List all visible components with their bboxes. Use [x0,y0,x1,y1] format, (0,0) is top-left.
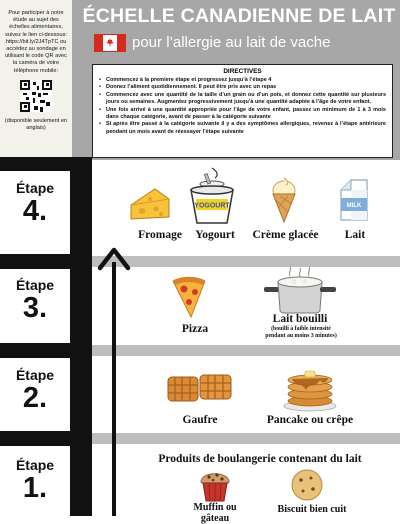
food-label-muffin-cont: gâteau [200,513,230,524]
food-label-yogourt: Yogourt [195,229,235,241]
milk-carton-icon [335,176,373,224]
directive-item: • Une fois arrivé à une quantité appropriée pour l’âge de votre enfant, passez un minimum de 1 à 3 mois dans chaque catégorie, avant de passer à la catégorie suivante [99,107,386,122]
stage-label: Étape [15,457,55,473]
stage-number: 2. [22,382,48,414]
ladder-rung [0,157,92,171]
waffle-icon [166,371,234,405]
stage-2 [0,367,70,413]
food-label-lait-bouilli: Lait bouilli [272,313,328,325]
food-label-lait: Lait [344,229,366,241]
yogurt-icon [186,166,238,226]
survey-note-text: Pour participer à notre étude au sujet des échelles alimentaires, suivez le lien ci-dessous: https://bit.ly/2J4TpTC ou accédez au sondage en utilisant le code QR avec la caméra de votre téléphone mobile: [5,10,67,74]
stage-3 [0,277,70,323]
boiled-milk-pot-icon [262,268,338,314]
ladder-rung [0,431,92,446]
food-label-pizza: Pizza [181,323,209,335]
step1-heading: Produits de boulangerie contenant du lait [158,453,362,465]
ladder-rung [0,254,92,269]
directive-item: • Si après être passé à la catégorie suivante il y a des symptômes allergiques, revenez à l’étape antérieure pendant un mois avant de réessayer l’étape suivante [99,121,386,136]
stage-number: 4. [22,195,48,227]
muffin-icon [198,467,232,503]
page-title: ÉCHELLE CANADIENNE DE LAIT [82,5,396,27]
stage-4 [0,180,70,226]
ladder-rung [0,343,92,358]
canada-flag-icon [94,34,126,52]
stage-number: 1. [22,472,48,504]
survey-availability: (disponible seulement en anglais) [4,117,68,132]
up-arrow-icon [98,246,130,272]
food-label-biscuit: Biscuit bien cuit [277,504,347,515]
food-label-gaufre: Gaufre [182,414,218,426]
stage-1 [0,457,70,503]
ladder-rail [70,160,92,516]
food-label-creme-glacee: Crème glacée [252,229,319,241]
food-label-fromage: Fromage [138,229,182,241]
pancake-stack-icon [282,362,338,412]
qr-code-icon[interactable] [20,80,52,112]
page-subtitle: pour l’allergie au lait de vache [132,34,331,51]
cheese-icon [128,185,172,223]
directives-list [99,77,386,136]
progress-arrow-shaft [112,262,116,516]
directive-item: • Donnez l’aliment quotidiennement. Il peut être pris avec un repas [99,84,386,91]
stage-label: Étape [15,367,55,383]
stage-label: Étape [15,277,55,293]
stage-number: 3. [22,292,48,324]
survey-note [0,0,72,160]
directives-box [92,64,393,158]
milk-carton-label: MILK [346,203,362,209]
directive-item: • Commencez avec une quantité de la taille d’un grain ou d’un pois, et donnez cette quantité sur plusieurs jours ou semaines. Augmentez progressivement jusqu’à une quantité adaptée à l’âge de votre enfant. [99,92,386,107]
directives-title: DIRECTIVES [223,68,262,75]
stage-label: Étape [15,180,55,196]
pizza-slice-icon [170,275,208,319]
lait-bouilli-note: (bouilli à faible intensité pendant au moins 3 minutes) [265,326,337,339]
cookie-icon [290,468,324,502]
food-label-pancake: Pancake ou crêpe [266,414,354,426]
directive-item: • Commencez à la premiere étape et progressez jusqu’à l’étape 4 [99,77,386,84]
food-label-muffin: Muffin ou [193,502,237,513]
yogurt-cup-label: YOGOURT [194,202,230,210]
ice-cream-icon [268,176,300,224]
